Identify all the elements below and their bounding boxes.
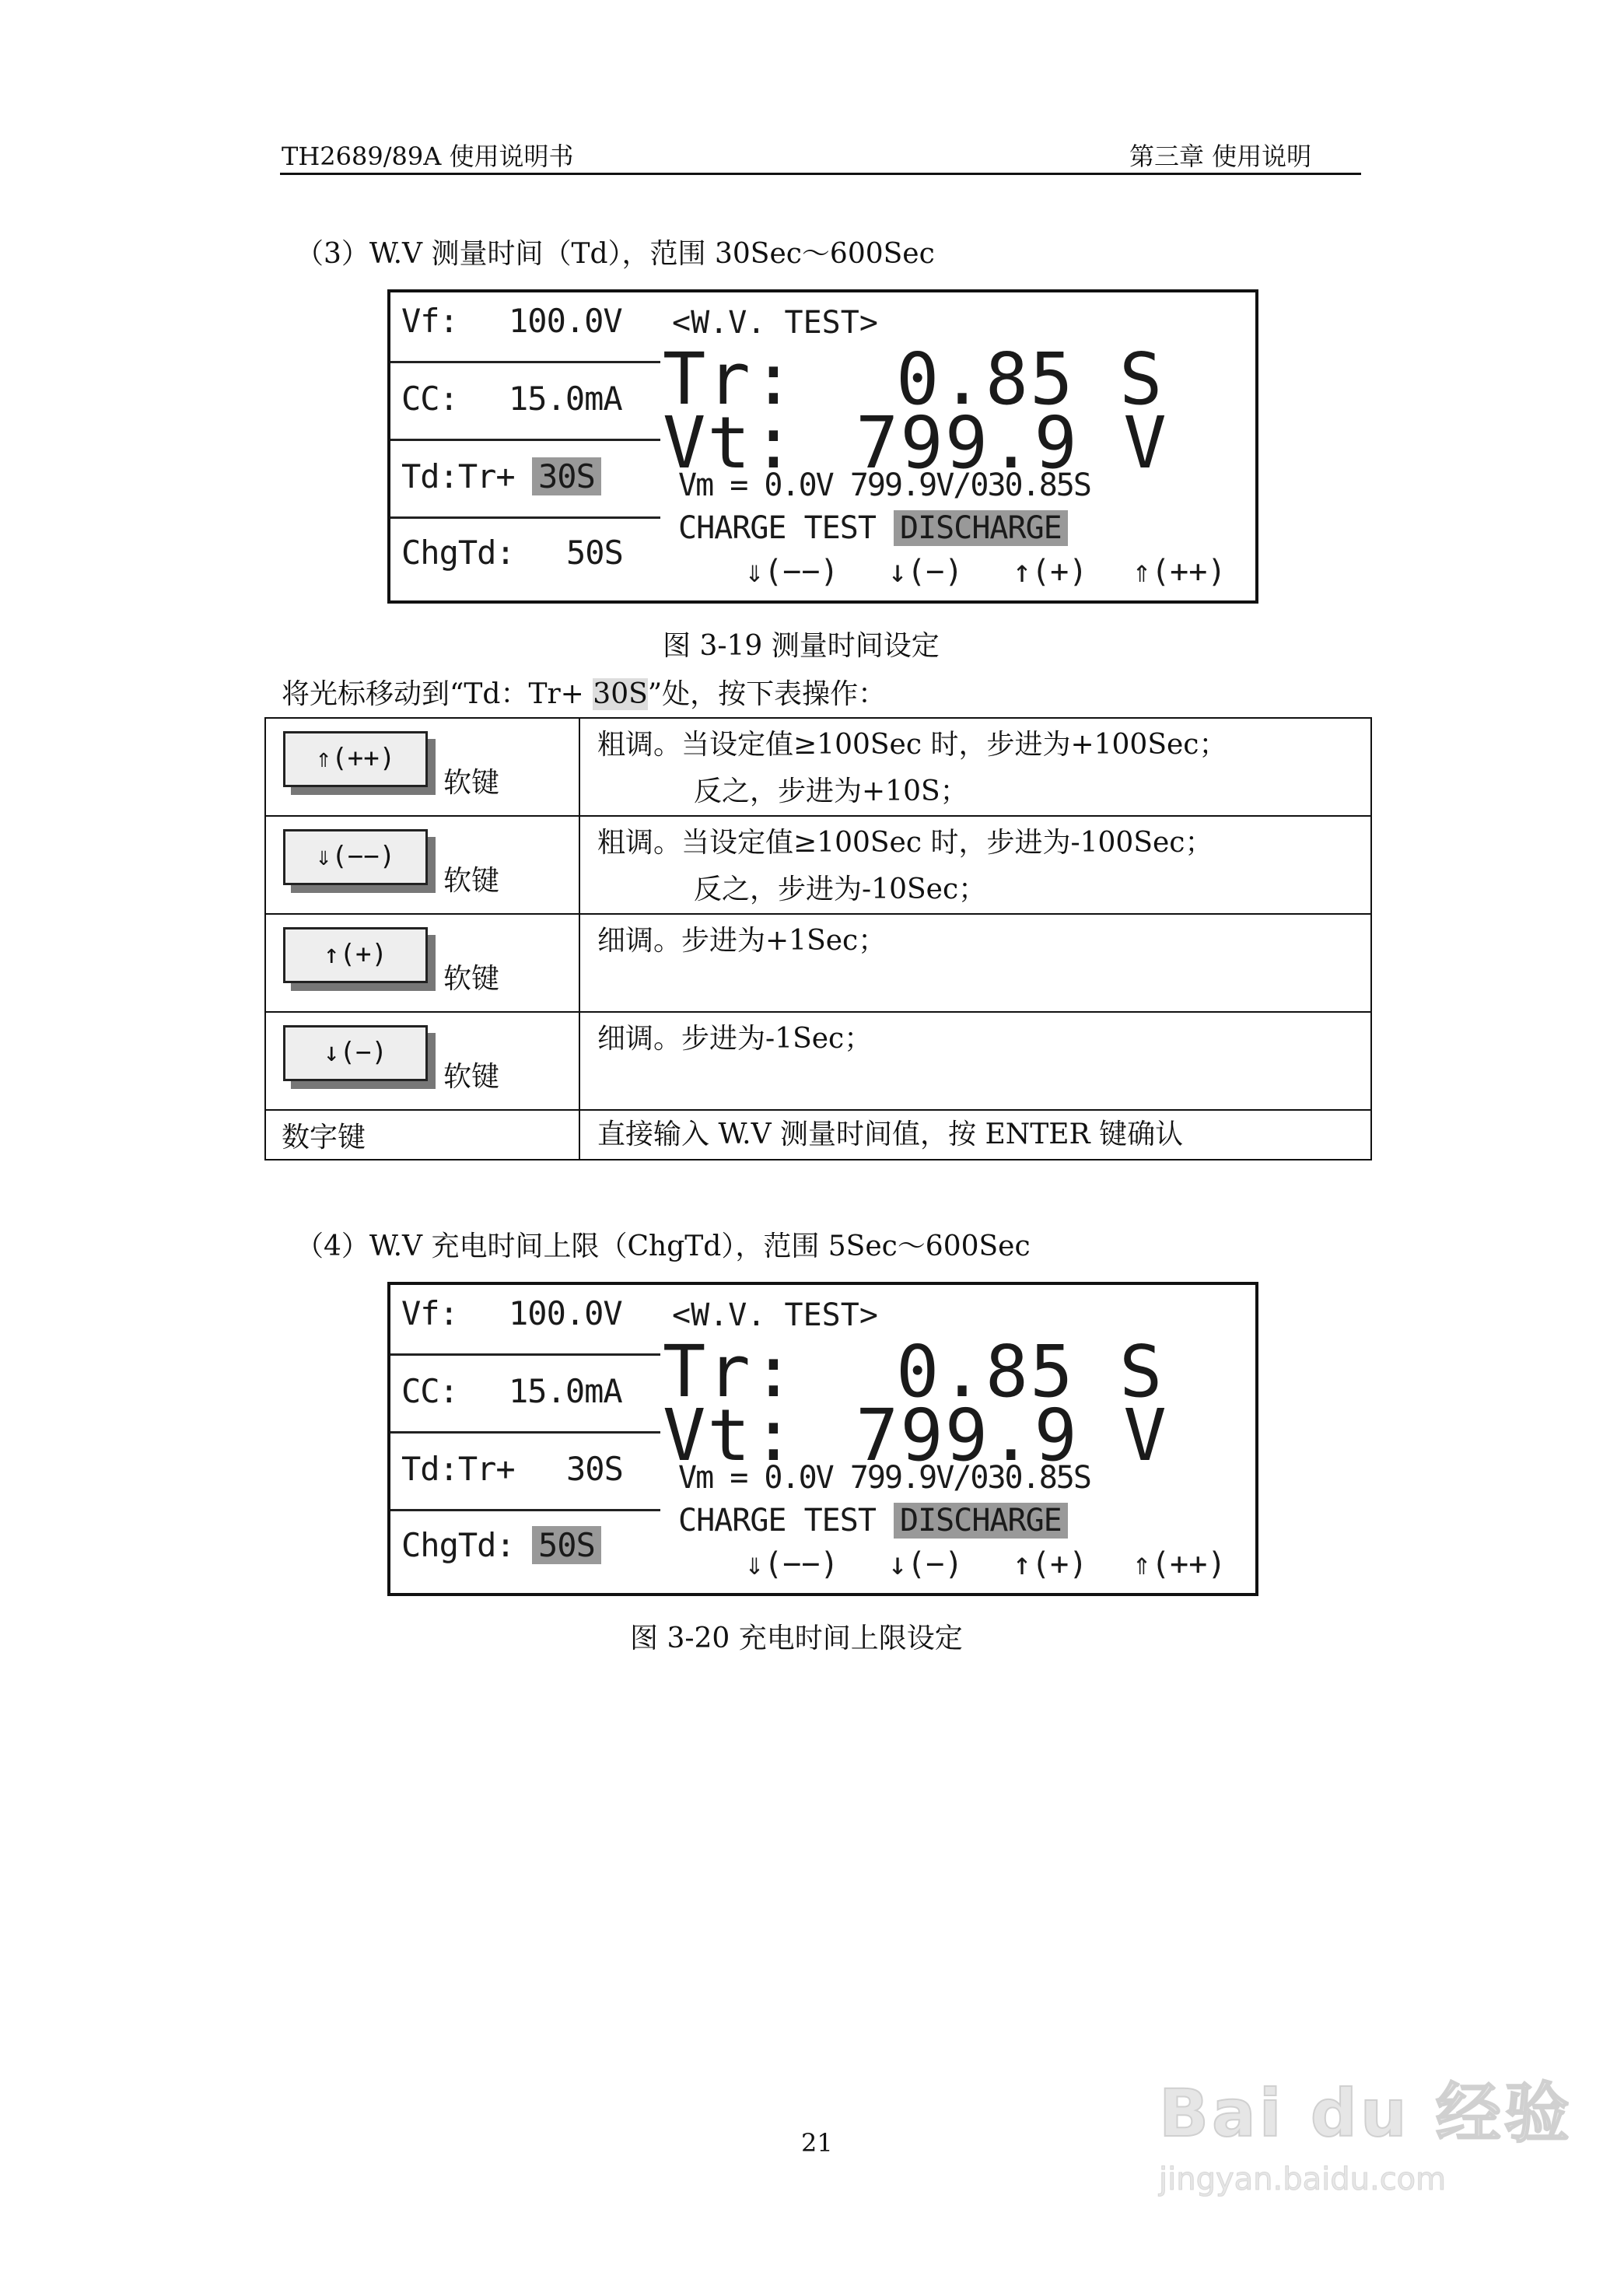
softkey-fine-down[interactable]: ↓(−) [888,554,964,590]
section4-heading: （4）W.V 充电时间上限（ChgTd），范围 5Sec～600Sec [296,1231,1031,1262]
numeric-keys-description: 直接输入 W.V 测量时间值，按 ENTER 键确认 [579,1110,1371,1160]
chgtd-value-selected[interactable]: 50S [532,1526,601,1564]
header-right: 第三章 使用说明 [1129,142,1312,171]
chgtd-value: 50S [566,534,623,572]
chgtd-label: ChgTd: [401,1526,515,1564]
softkey-coarse-up[interactable]: ⇑(++) [1132,554,1227,590]
fine-up-softkey: ↑(+) [283,927,428,983]
operation-table [264,717,1372,1161]
table-row [265,1012,1371,1110]
charge-test-label: CHARGE TEST [678,510,876,546]
key-cell [265,718,579,816]
description-line: 细调。步进为+1Sec； [597,925,887,957]
vf-value: 100.0V [509,302,622,340]
divider [390,1431,660,1434]
mode-line [678,510,1068,546]
header-left: TH2689/89A 使用说明书 [282,142,574,171]
softkey-coarse-down[interactable]: ⇓(−−) [745,1546,839,1582]
figure-caption-3-19: 图 3-19 测量时间设定 [663,630,940,662]
cc-value: 15.0mA [509,380,622,418]
divider [390,439,660,441]
screen-title: <W.V. TEST> [672,305,878,341]
table-row [265,816,1371,914]
description-cell [579,718,1371,816]
charge-test-label: CHARGE TEST [678,1503,876,1539]
vt-value: 799.9 V [856,1394,1168,1477]
td-label: Td:Tr+ [401,457,515,495]
discharge-label: DISCHARGE [894,510,1068,546]
softkey-fine-up[interactable]: ↑(+) [1013,554,1088,590]
section3-heading: （3）W.V 测量时间（Td），范围 30Sec～600Sec [296,238,935,270]
softkey-label: 软键 [443,1061,500,1093]
td-value: 30S [566,1450,623,1488]
figure-caption-3-20: 图 3-20 充电时间上限设定 [630,1623,963,1654]
vm-readout: Vm = 0.0V 799.9V/030.85S [678,467,1090,503]
description-line: 粗调。当设定值≥100Sec 时，步进为-100Sec； [597,827,1213,859]
coarse-down-softkey: ⇓(−−) [283,829,428,885]
vf-label: Vf: [401,1294,458,1332]
screen-title: <W.V. TEST> [672,1297,878,1333]
table-row [265,718,1371,816]
key-cell [265,1012,579,1110]
td-value-selected[interactable]: 30S [532,457,601,495]
mode-line [678,1503,1068,1539]
description-line: 反之，步进为-10Sec； [694,873,987,905]
vm-readout: Vm = 0.0V 799.9V/030.85S [678,1460,1090,1496]
tr-label: Tr: [663,1330,797,1413]
description-line: 细调。步进为-1Sec； [597,1023,873,1055]
page-number: 21 [801,2128,833,2158]
divider [390,361,660,363]
fine-down-softkey: ↓(−) [283,1025,428,1081]
description-cell [579,816,1371,914]
softkey-fine-up[interactable]: ↑(+) [1013,1546,1088,1582]
tr-label: Tr: [663,338,797,421]
table-row [265,1110,1371,1160]
lcd-screen-fig-3-20 [387,1282,1258,1596]
discharge-label: DISCHARGE [894,1503,1068,1539]
watermark-logo: Bai du 经验 [1159,2075,1573,2151]
description-cell [579,1012,1371,1110]
td-label: Td:Tr+ [401,1450,515,1488]
vt-value: 799.9 V [856,401,1168,485]
softkey-label: 软键 [443,865,500,897]
softkey-label: 软键 [443,767,500,799]
table-row [265,914,1371,1012]
cc-label: CC: [401,380,458,418]
header-divider [280,173,1361,175]
description-line: 反之，步进为+10S； [694,775,968,807]
watermark-url: jingyan.baidu.com [1159,2162,1447,2197]
softkey-coarse-up[interactable]: ⇑(++) [1132,1546,1227,1582]
vf-value: 100.0V [509,1294,622,1332]
vt-label: Vt: [663,1394,797,1477]
chgtd-label: ChgTd: [401,534,515,572]
lcd-screen-fig-3-19 [387,289,1258,604]
tr-value: 0.85 S [896,1330,1164,1413]
softkey-label: 软键 [443,963,500,995]
numeric-keys-cell: 数字键 [265,1110,579,1160]
vt-label: Vt: [663,401,797,485]
instruction-post: ”处，按下表操作： [647,678,887,710]
instruction-line [282,672,886,712]
baidu-jingyan-watermark [1159,2061,1573,2197]
cc-value: 15.0mA [509,1372,622,1410]
divider [390,1353,660,1356]
description-cell [579,914,1371,1012]
divider [390,1509,660,1511]
softkey-coarse-down[interactable]: ⇓(−−) [745,554,839,590]
divider [390,516,660,519]
tr-value: 0.85 S [896,338,1164,421]
vf-label: Vf: [401,302,458,340]
key-cell [265,914,579,1012]
cc-label: CC: [401,1372,458,1410]
description-line: 粗调。当设定值≥100Sec 时，步进为+100Sec； [597,729,1227,761]
instruction-pre: 将光标移动到“Td：Tr+ [282,678,593,710]
softkey-fine-down[interactable]: ↓(−) [888,1546,964,1582]
instruction-highlight: 30S [593,678,648,710]
coarse-up-softkey: ⇑(++) [283,731,428,787]
key-cell [265,816,579,914]
